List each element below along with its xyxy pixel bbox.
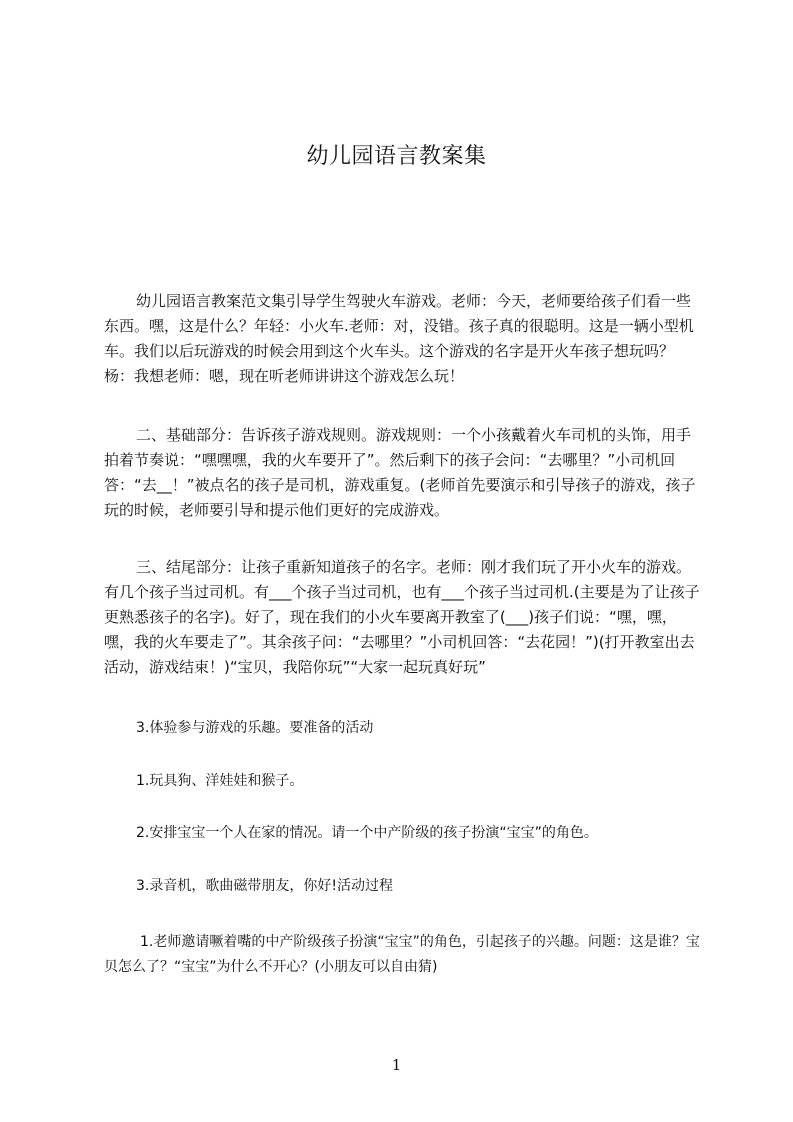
list-item: 1.玩具狗、洋娃娃和猴子。: [136, 773, 304, 789]
paragraph-ending-part: 三、结尾部分：让孩子重新知道孩子的名字。老师：刚才我们玩了开小火车的游戏。有几个孩子当过司机。有___个孩子当过司机，也有___个孩子当过司机.(主要是为了让孩子更熟悉孩子的名字)。好了，现在我们的小火车要离开教室了(___)孩子们说：“嘿，嘿，嘿，我的火车要走了”。其余孩子问：“去哪里？”小司机回答：“去花园！”)(打开教室出去活动，游戏结束！)“宝贝，我陪你玩”“大家一起玩真好玩”: [104, 558, 700, 676]
paragraph-basic-part: 二、基础部分：告诉孩子游戏规则。游戏规则：一个小孩戴着火车司机的头饰，用手拍着节奏说：“嘿嘿嘿，我的火车要开了”。然后剩下的孩子会问：“去哪里？”小司机回答：“去__！”被点名的孩子是司机，游戏重复。(老师首先要演示和引导孩子的游戏，孩子玩的时候，老师要引导和提示他们更好的完成游戏。: [104, 426, 696, 519]
paragraph-activity-process: 1.老师邀请噘着嘴的中产阶级孩子扮演“宝宝”的角色，引起孩子的兴趣。问题：这是谁？宝贝怎么了？“宝宝”为什么不开心？(小朋友可以自由猜): [104, 934, 700, 975]
list-item: 2.安排宝宝一个人在家的情况。请一个中产阶级的孩子扮演“宝宝”的角色。: [136, 825, 598, 841]
list-item: 3.体验参与游戏的乐趣。要准备的活动: [136, 720, 374, 736]
paragraph-intro: 幼儿园语言教案范文集引导学生驾驶火车游戏。老师：今天，老师要给孩子们看一些东西。嘿，这是什么？年轻：小火车.老师：对，没错。孩子真的很聪明。这是一辆小型机车。我们以后玩游戏的时候会用到这个火车头。这个游戏的名字是开火车孩子想玩吗？杨：我想老师：嗯，现在听老师讲讲这个游戏怎么玩！: [104, 292, 694, 385]
list-item: 3.录音机，歌曲磁带朋友，你好!活动过程: [136, 878, 393, 894]
document-title: 幼儿园语言教案集: [306, 144, 487, 169]
page-number: 1: [391, 1056, 402, 1074]
